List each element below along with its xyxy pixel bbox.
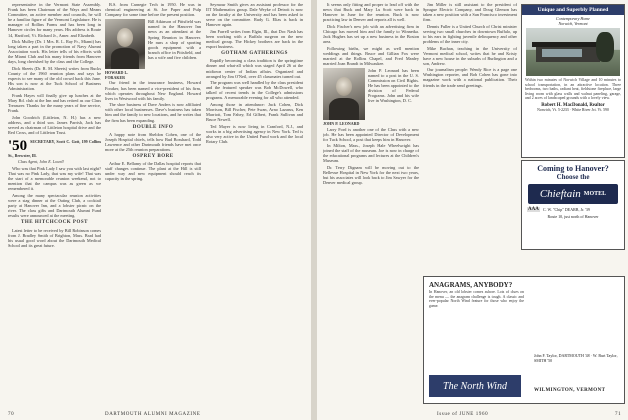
portrait-photo bbox=[323, 68, 365, 120]
ad-phone: Norwich, Vt. 5-2233 · White River Jct. Vt. 590 bbox=[537, 107, 609, 112]
section-heading: OSPREY BORE bbox=[132, 154, 174, 160]
motel-ad bbox=[521, 160, 625, 250]
paragraph: Dick Sheets (Dr. R. M. Sheets) writes from Bucks County of the 1960 reunion plans and says he expects to see many of the old crowd back this June. His son is now at the Tuck School of Business Administration. bbox=[8, 65, 101, 92]
paragraph: B.S. from Carnegie Tech in 1950. He was in chemical engineering at St. Joe Paper and Pulp Company for some time before the present position. bbox=[105, 2, 201, 18]
ad-people: John F. Taylor, DARTMOUTH '48 · W. Burt Taylor, SMITH '50 bbox=[534, 353, 618, 363]
paragraph: Dick Mulley (Dr. 1 Mrs. R. L. Ray Fr., Miami) has long taken a part in the promotion of Navy Alumni Association work. His letter tells of his efforts with the Miami Club and his many friends from Hanover days, long cherished by the class and the College. bbox=[8, 39, 101, 65]
ad-headline: Choose the bbox=[556, 173, 590, 181]
paragraph: Larry Ford is another one of the Class with a new job. He has been appointed Director of Development for Tuck School, a post that keeps him in Hanover. bbox=[323, 126, 419, 142]
paragraph: Who was that Pink Lady I saw you with last night? That was no Pink Lady, that was my wife! That was the start of a memorable reunion weekend, not to mention that the campus was as green as we remembered it. bbox=[8, 166, 101, 192]
paragraph: Frank Hayes will finally give up lunches at the Mary Rd. club at the Inn and has retired as our Class Treasurer. Thanks for the many years of fine service, Frank. bbox=[8, 92, 101, 114]
north-wind-logo: The North Wind bbox=[429, 375, 521, 397]
right-column-1 bbox=[323, 2, 419, 404]
section-heading: DOUBLE INFO bbox=[132, 124, 174, 130]
class-year-heading: '50 bbox=[8, 137, 28, 154]
ad-contact: Robert H. MacDonald, Realtor bbox=[541, 102, 605, 108]
paragraph: Dr. Terry Dignam will be moving out to the Bellevue Hospital in New York for the next two years, but his associates will look back to Jim Sawyer for the Denver medical group. bbox=[323, 164, 419, 186]
paragraph: A happy note from Sheldon Cohen, one of the Joseph Hospital chiefs, tells how Bud Bosshard, Todd Lawrence and other Dartmouth friends have met once more at the 25th reunion preparations. bbox=[105, 131, 201, 152]
ad-headline: ANAGRAMS, ANYBODY? bbox=[429, 281, 513, 289]
paragraph: representative in the Vermont State Assembly. Frank has been Chairman of the Ways and Means Committee, an active member and councils, he will be a familiar figure of the Vermont Legislature. He is manager of Rollins Farms and has been long in Hanover circles for many years. His address is Route 14, Hartford, Vt. Richard Jr., Amer. and Elizabeth. bbox=[8, 2, 101, 38]
motel-owner: C. W. "Chip" DEARB, Jr. '39 bbox=[542, 207, 590, 212]
class-heading-block bbox=[8, 139, 101, 158]
ad-body: Within two minutes of Norwich Village and 10 minutes to school transportation, in an attractive location. Three bedrooms, two baths, radiant heat, fieldstone fireplace, large living room with glass walls and walnut paneling, garage, and 2 acres of landscaped grounds with a lovely view. bbox=[525, 78, 621, 101]
ad-headline: Coming to Hanover? bbox=[537, 164, 609, 173]
north-wind-ad bbox=[423, 276, 625, 404]
ad-headline: Unique and Superbly Planned bbox=[522, 5, 624, 15]
paragraph: Dick Fischer's new job with an advertising firm in Chicago has moved him and the family to Winnetka. Jack Hughes has set up a new business in the Boston area. bbox=[323, 23, 419, 45]
magazine-title: DARTMOUTH ALUMNI MAGAZINE bbox=[105, 412, 201, 417]
paragraph: In Milton, Mass., Joseph Hale Wheelwright has joined the staff of the museum. Joe is now in charge of the educational programs and lectures at the Children's Museum. bbox=[323, 143, 419, 164]
ad-subheading: Norwich, Vermont bbox=[558, 21, 588, 26]
paragraph: It seems only fitting and proper to lead off with the news that Buck and Mary Lu Scott were back in Hanover in June for the reunion. Buck is now practicing law in Denver and reports all is well. bbox=[323, 2, 419, 23]
paragraph: The program was well handled by the class president and the featured speaker was Bob McDowell, who talked of recent trends in the College's admissions programs. A memorable evening for all who attended. bbox=[206, 80, 303, 101]
paragraph: Our journalism people: Wendy Rice is a page one Washington reporter, and Bob Cohen has gone into magazine work with a national publication. Their friends in the trade send greetings. bbox=[423, 67, 517, 88]
photo-row bbox=[323, 68, 419, 120]
logo-script: Chieftain bbox=[539, 188, 581, 200]
paragraph: John P. Leonard has been named to a post in the U. S. Commission on Civil Rights. He has been appointed to the division of Federal Programs. John and his wife live in Washington, D. C. bbox=[368, 67, 419, 104]
photo-caption: HOWARD L. FORAKER bbox=[105, 70, 129, 80]
motel-location: Route 10, just north of Hanover bbox=[547, 214, 599, 219]
ad-town: WILMINGTON, VERMONT bbox=[534, 388, 606, 393]
paragraph: Bill Atkinson of Pittsfield was named in the Hanover Inn news as an attendant at the Spring Reunion in Hanover. He runs a shop of sporting goods equipment with a branch office in Pittsfield, and has a wife and five children. bbox=[148, 19, 201, 60]
photo-caption: JOHN P. LEONARD bbox=[323, 120, 360, 126]
motel-logo bbox=[528, 184, 618, 204]
paragraph: Latest letter to be received by Bill Robinson comes from J. Bradley Smith of Brighton, Mass. Brad had his usual good word about the Dartmouth Medical School and its great future. bbox=[8, 227, 101, 248]
paragraph: Among those in attendance: Jack Cohen, Dick Morrison, Bill Fischer, Pete Swan, Arno Lazarus, Ken Marriott, Tom Fahey, Ed Gilbert, Frank Sullivan and Bruce Newell. bbox=[206, 101, 303, 123]
ad-body: In Hanover, an old lobster comes ashore. Lots of clues on the menu — the anagram challenge is tough. A classic and ever-popular North Wind feature for those who enjoy the game. bbox=[429, 290, 524, 308]
real-estate-ad bbox=[521, 4, 625, 158]
right-page bbox=[317, 0, 628, 420]
paragraph: Ted Mayer is now living in Cranford, N.J., and works in a big advertising agency in New York. Ted is also very active in the United Fund work and the local Rotary Club. bbox=[206, 123, 303, 144]
aaa-badge: AAA bbox=[528, 207, 539, 212]
section-heading: THE HITCHCOCK POST bbox=[21, 220, 88, 226]
class-treasurer: Class Agent, John E. Lowell bbox=[18, 159, 64, 164]
left-column-2 bbox=[105, 2, 201, 404]
paragraph: Our friend in the insurance business, Howard Foraker, has been named a vice-president of his firm, which operates throughout New England. Howard lives in Westwood with his family. bbox=[105, 80, 201, 101]
page-number: 70 bbox=[8, 412, 15, 417]
section-heading: GOTHAM GATHERINGS bbox=[221, 51, 288, 57]
paragraph: Among the many spectacular reunion activities were a stag dinner at the Outing Club, a cocktail party at Hanover Inn, and a lobster picnic on the river. The class gifts and Dartmouth Alumni Fund results were announced at the meeting. bbox=[8, 192, 101, 219]
paragraph: Following births, we might as well mention weddings and things. Bruce and Gillian Fox were married at the Rollins Chapel, and Fred Manley married Joan Brandt in Milwaukee. bbox=[323, 45, 419, 66]
paragraph: The shoe business of Dave Anders is now affiliated with other local businesses. Dave's business has taken him and the family to new locations, and he writes that the firm has been expanding. bbox=[105, 102, 201, 123]
left-column-1 bbox=[8, 2, 101, 404]
paragraph: Jim Farrell writes from Elgin, Ill., that Doc Nash has been working with a Buffalo surgeon on the new medical group. The Hickey brothers are back in the export business. bbox=[206, 28, 303, 50]
paragraph: John Goodrich (Littleton, N. H.) has a new address, and a third son. James Parrish, Jack has served as chairman of Littleton hospital drive and the Red Cross, and of Littleton Trust. bbox=[8, 114, 101, 135]
paragraph: Seymour Smith gives an assistant professor for the IIT Mathematics group. Dale Weyke of Detroit is now on the faculty at the University and has been asked to serve on the committee. Rudy G. Elias is back in Hanover again. bbox=[206, 2, 303, 28]
photo-row bbox=[105, 19, 201, 69]
logo-motel: MOTEL bbox=[583, 191, 607, 197]
page-number: 71 bbox=[615, 412, 622, 417]
paragraph: Dennis Fuller is a United Church of Christ minister serving two small churches in downtown Buffalo, up to his ears in fighting juvenile delinquency and other problems of the inner city. bbox=[423, 23, 517, 45]
left-page bbox=[0, 0, 311, 420]
paragraph: Arthur E. Bellamy of the Dallas hospital reports that staff changes continue. The plant at the Hill is still under way and new equipment should reach its capacity in the spring. bbox=[105, 161, 201, 182]
issue-date: Issue of JUNE 1960 bbox=[437, 412, 489, 417]
house-photo bbox=[526, 28, 620, 76]
left-column-3 bbox=[206, 2, 303, 404]
paragraph: Rapidly becoming a class tradition is the springtime dinner and what-all which was staged April 26 at the midtown center of Indian affairs. Organized and arranged by Jim O'Neil, over 45 classmates turned out. bbox=[206, 58, 303, 79]
paragraph: Mike Buchan, teaching in the University of Vermont medical school, writes that he and Kristy have a new house in the suburbs of Burlington and a son, Andrew. bbox=[423, 45, 517, 66]
ad-subheading: Contemporary Home bbox=[556, 16, 590, 21]
motel-info bbox=[522, 207, 624, 212]
portrait-photo bbox=[105, 19, 145, 69]
paragraph: Jim Miller is still assistant to the president of Sprague Electric Company, and Doug Glemon has taken a new position with a San Francisco investment firm. bbox=[423, 2, 517, 23]
class-secretary: SECRETARY, Scott C. Gott, 199 Collins St., Brewster, Ill. bbox=[8, 138, 101, 158]
